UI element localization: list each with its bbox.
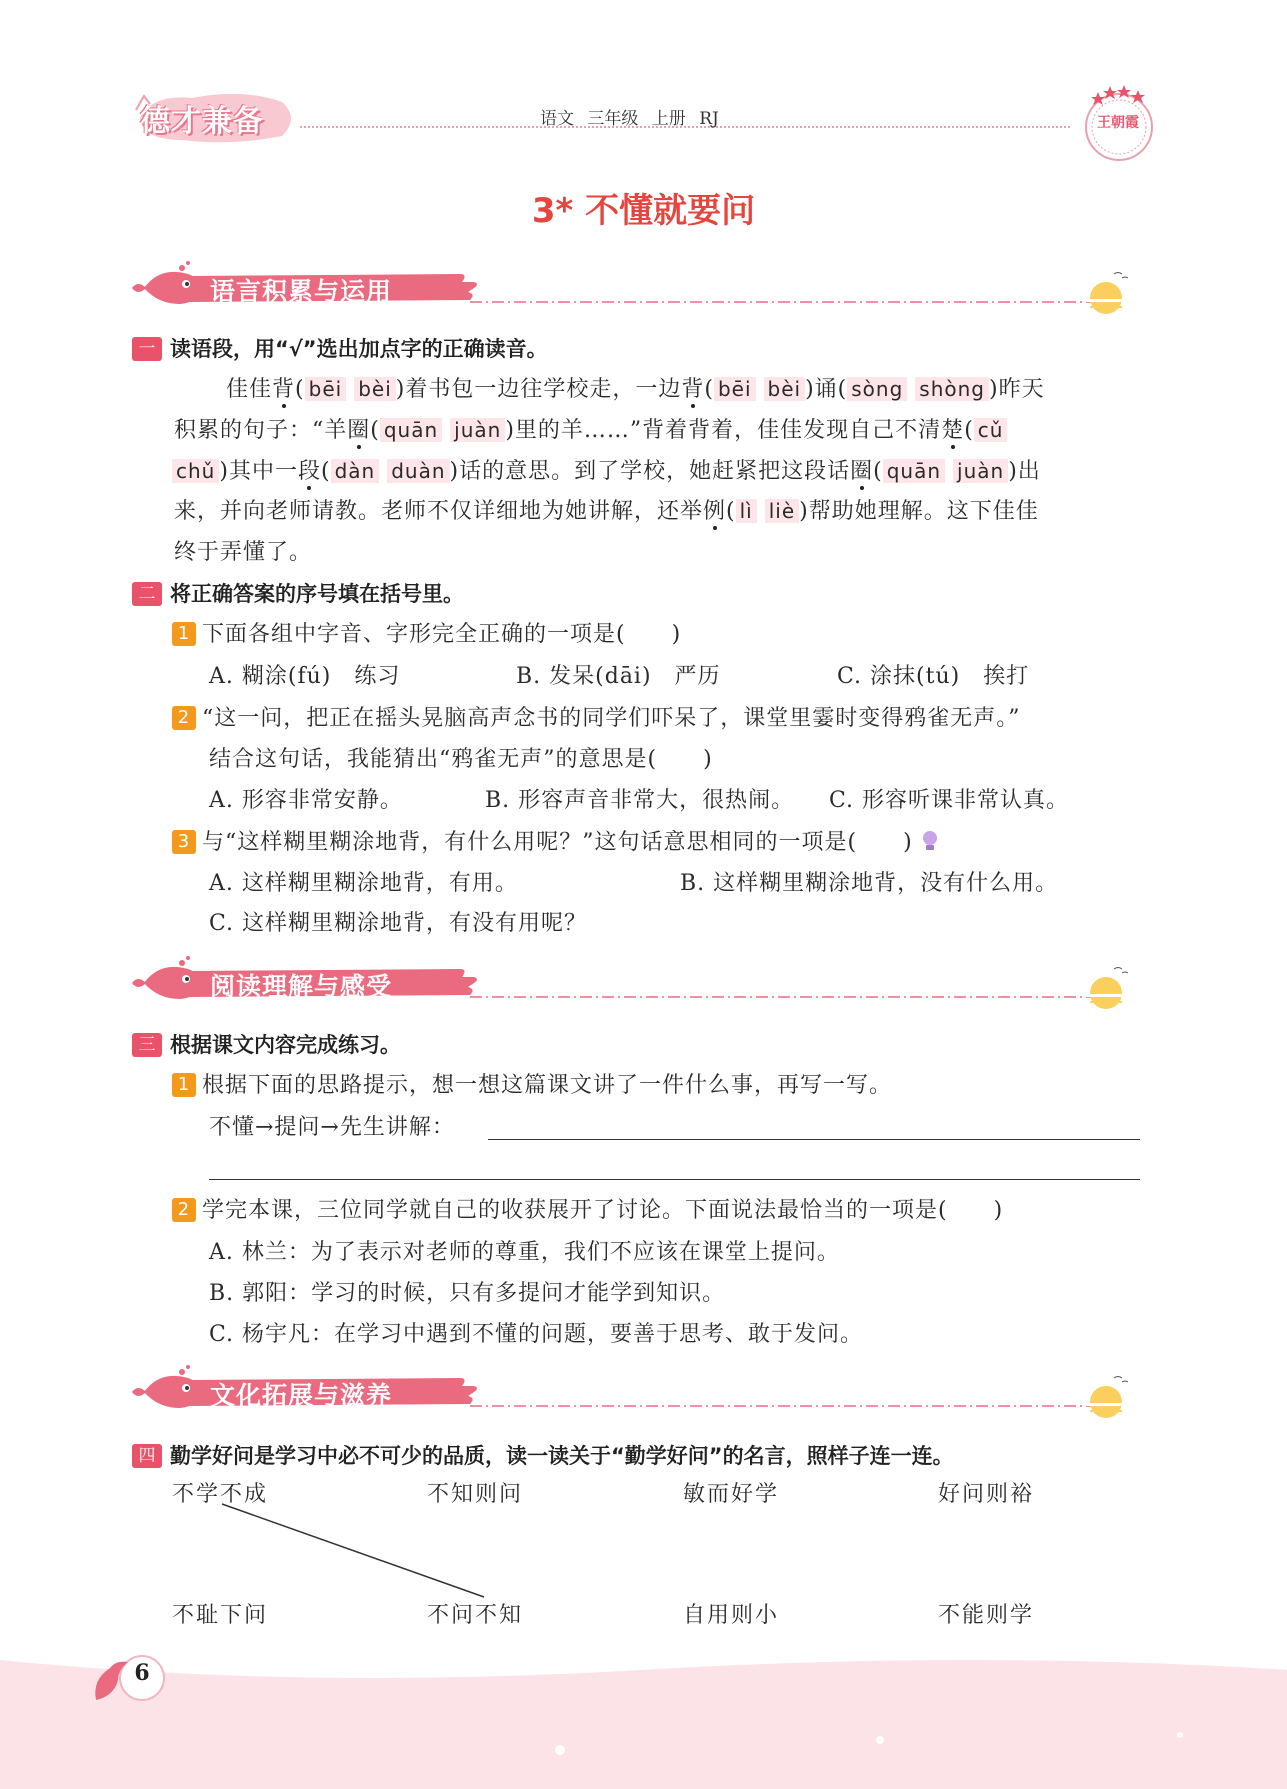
- idiom-bottom-2[interactable]: 不问不知: [427, 1603, 524, 1628]
- subquestion-text: “这一问，把正在摇头晃脑高声念书的同学们吓呆了，课堂里霎时变得鸦雀无声。”: [202, 706, 1021, 731]
- option-b[interactable]: B. 发呆(dāi) 严历: [516, 664, 721, 689]
- idiom-top-2[interactable]: 不知则问: [427, 1482, 524, 1507]
- idiom-top-1[interactable]: 不学不成: [172, 1482, 269, 1507]
- paren: (: [320, 459, 331, 484]
- question-number: 三: [132, 1033, 162, 1057]
- subquestion-text[interactable]: 与“这样糊里糊涂地背，有什么用呢？”这句话意思相同的一项是( ): [202, 830, 913, 855]
- text: )昨天: [988, 377, 1045, 402]
- question-prompt: 根据课文内容完成练习。: [170, 1033, 401, 1057]
- dotted-char: 圈: [850, 459, 874, 484]
- paren: (: [704, 377, 714, 402]
- question-prompt: 勤学好问是学习中必不可少的品质，读一读关于“勤学好问”的名言，照样子连一连。: [170, 1444, 954, 1468]
- pinyin-option[interactable]: quān: [380, 418, 442, 442]
- subquestion-number: 2: [172, 1198, 196, 1222]
- option-b[interactable]: B. 这样糊里糊涂地背，没有什么用。: [680, 871, 1059, 896]
- paren: (: [873, 459, 883, 484]
- dotted-char: 背: [272, 377, 296, 402]
- text: )里的羊……”背着背着，佳佳发现自己不清: [505, 418, 942, 443]
- pinyin-option[interactable]: bēi: [305, 377, 347, 401]
- subquestion-number: 2: [172, 706, 196, 730]
- text: 终于弄懂了。: [174, 540, 313, 565]
- pinyin-option[interactable]: duàn: [387, 459, 449, 483]
- subquestion-text[interactable]: 学完本课，三位同学就自己的收获展开了讨论。下面说法最恰当的一项是( ): [202, 1198, 1004, 1223]
- question-prompt: 将正确答案的序号填在括号里。: [170, 582, 464, 606]
- option-c[interactable]: C. 这样糊里糊涂地背，有没有用呢？: [209, 911, 588, 936]
- brand-logo-text: 德才兼备: [140, 104, 264, 139]
- text: )诵(: [805, 377, 848, 402]
- dotted-char: 圈: [347, 418, 371, 443]
- pinyin-option[interactable]: bèi: [764, 377, 806, 401]
- option-b[interactable]: B. 形容声音非常大，很热闹。: [485, 788, 795, 813]
- text: )话的意思。到了学校，她赶紧把这段话: [449, 459, 851, 484]
- text: 佳佳: [226, 377, 273, 402]
- option-a[interactable]: A. 形容非常安静。: [209, 788, 403, 813]
- text: )出: [1008, 459, 1041, 484]
- option-a[interactable]: A. 糊涂(fú) 练习: [209, 664, 401, 689]
- option-a[interactable]: A. 林兰：为了表示对老师的尊重，我们不应该在课堂上提问。: [209, 1240, 840, 1265]
- pinyin-option[interactable]: juàn: [450, 418, 505, 442]
- pinyin-option[interactable]: bēi: [714, 377, 756, 401]
- option-a[interactable]: A. 这样糊里糊涂地背，有用。: [209, 871, 518, 896]
- paren: (: [370, 418, 380, 443]
- pinyin-option[interactable]: sòng: [847, 377, 907, 401]
- option-b[interactable]: B. 郭阳：学习的时候，只有多提问才能学到知识。: [209, 1281, 726, 1306]
- subquestion-number: 1: [172, 1073, 196, 1097]
- dotted-char: 段: [297, 459, 321, 484]
- text: )其中一: [219, 459, 298, 484]
- idiom-top-3[interactable]: 敏而好学: [683, 1482, 780, 1507]
- pinyin-option[interactable]: shòng: [915, 377, 989, 401]
- pinyin-option[interactable]: lì: [736, 499, 757, 523]
- seal-text: 王朝霞: [1097, 115, 1139, 131]
- text: 积累的句子：“羊: [174, 418, 348, 443]
- pinyin-option[interactable]: bèi: [354, 377, 396, 401]
- subquestion-text-continued[interactable]: 结合这句话，我能猜出“鸦雀无声”的意思是( ): [209, 747, 713, 772]
- subquestion-text: 根据下面的思路提示，想一想这篇课文讲了一件什么事，再写一写。: [202, 1073, 893, 1098]
- section-title: 阅读理解与感受: [210, 972, 393, 1001]
- text: 来，并向老师请教。老师不仅详细地为她讲解，还举: [174, 499, 704, 524]
- dotted-char: 背: [681, 377, 705, 402]
- dotted-char: 例: [703, 499, 727, 524]
- paren: (: [295, 377, 305, 402]
- pinyin-option[interactable]: juàn: [953, 459, 1008, 483]
- question-number: 四: [132, 1444, 162, 1468]
- question-number: 一: [132, 337, 162, 361]
- question-number: 二: [132, 582, 162, 606]
- option-c[interactable]: C. 形容听课非常认真。: [829, 788, 1070, 813]
- section-title: 文化拓展与滋养: [210, 1381, 393, 1410]
- paren: (: [726, 499, 736, 524]
- text: )着书包一边往学校走，一边: [395, 377, 682, 402]
- idiom-bottom-4[interactable]: 不能则学: [938, 1603, 1035, 1628]
- pinyin-option[interactable]: chǔ: [172, 459, 219, 483]
- page-number: 6: [134, 1660, 150, 1686]
- pinyin-option[interactable]: cǔ: [974, 418, 1008, 442]
- subquestion-number: 3: [172, 830, 196, 854]
- lesson-title: 3* 不懂就要问: [531, 191, 756, 231]
- idiom-bottom-1[interactable]: 不耻下问: [172, 1603, 269, 1628]
- subquestion-number: 1: [172, 622, 196, 646]
- dotted-char: 楚: [941, 418, 965, 443]
- paren: (: [964, 418, 974, 443]
- footer-wave-decoration: [0, 1640, 1287, 1789]
- section-title: 语言积累与运用: [210, 277, 393, 306]
- pinyin-option[interactable]: dàn: [331, 459, 380, 483]
- idiom-bottom-3[interactable]: 自用则小: [683, 1603, 780, 1628]
- writing-hint: 不懂→提问→先生讲解：: [209, 1115, 455, 1140]
- pinyin-option[interactable]: quān: [883, 459, 945, 483]
- subquestion-text[interactable]: 下面各组中字音、字形完全正确的一项是( ): [202, 622, 682, 647]
- option-c[interactable]: C. 涂抹(tú) 挨打: [837, 664, 1030, 689]
- question-prompt: 读语段，用“√”选出加点字的正确读音。: [170, 337, 548, 361]
- option-c[interactable]: C. 杨宇凡：在学习中遇到不懂的问题，要善于思考、敢于发问。: [209, 1322, 864, 1347]
- header-info: 语文 三年级 上册 RJ: [540, 109, 719, 129]
- idiom-top-4[interactable]: 好问则裕: [938, 1482, 1035, 1507]
- text: )帮助她理解。这下佳佳: [799, 499, 1039, 524]
- pinyin-option[interactable]: liè: [765, 499, 799, 523]
